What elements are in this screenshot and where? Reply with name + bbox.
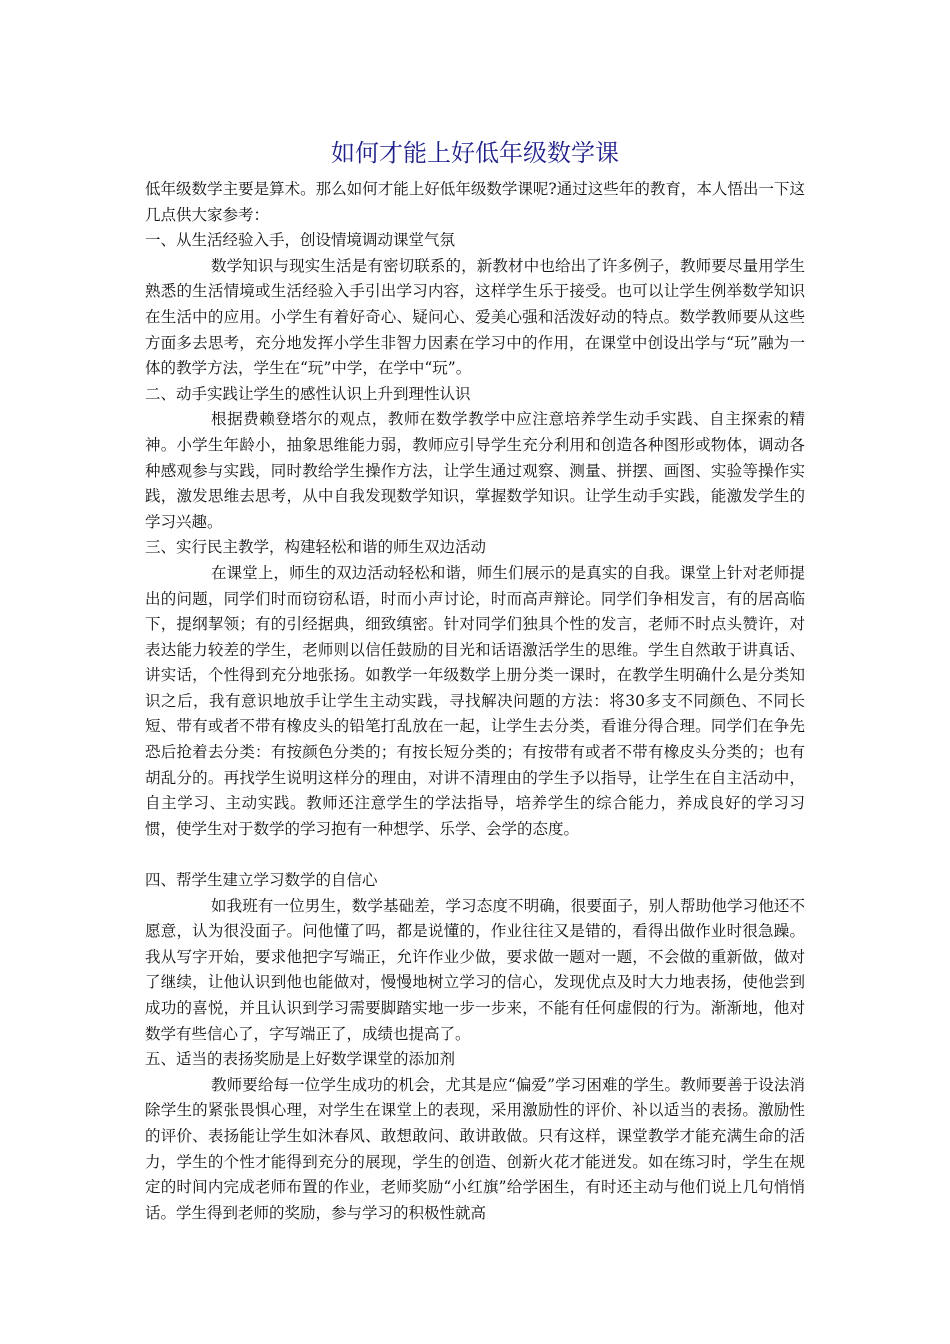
section-heading-2: 二、动手实践让学生的感性认识上升到理性认识 bbox=[145, 384, 471, 403]
section-heading-4: 四、帮学生建立学习数学的自信心 bbox=[145, 871, 378, 890]
section-heading-5: 五、适当的表扬奖励是上好数学课堂的添加剂 bbox=[145, 1050, 456, 1069]
section-heading-1: 一、从生活经验入手，创设情境调动课堂气氛 bbox=[145, 231, 456, 250]
section-heading-3: 三、实行民主教学，构建轻松和谐的师生双边活动 bbox=[145, 538, 487, 557]
section-body-5: 教师要给每一位学生成功的机会，尤其是应“偏爱”学习困难的学生。教师要善于设法消除学生的紧张畏惧心理，对学生在课堂上的表现，采用激励性的评价、补以适当的表扬。激励性的评价、表扬能让学生如沐春风、敢想敢问、敢讲敢做。只有这样，课堂教学才能充满生命的活力，学生的个性才能得到充分的展现，学生的创造、创新火花才能迸发。如在练习时，学生在规定的时间内完成老师布置的作业，老师奖励“小红旗”给学困生，有时还主动与他们说上几句悄悄话。学生得到老师的奖励，参与学习的积极性就高 bbox=[145, 1075, 805, 1222]
section-body-4: 如我班有一位男生，数学基础差，学习态度不明确，很要面子，别人帮助他学习他还不愿意，认为很没面子。问他懂了吗，都是说懂的，作业往往又是错的，看得出做作业时很急躁。我从写字开始，要求他把字写端正，允许作业少做，要求做一题对一题，不会做的重新做，做对了继续，让他认识到他也能做对，慢慢地树立学习的信心，发现优点及时大力地表扬，使他尝到成功的喜悦，并且认识到学习需要脚踏实地一步一步来，不能有任何虚假的行为。渐渐地，他对数学有些信心了，字写端正了，成绩也提高了。 bbox=[145, 896, 805, 1043]
document-body bbox=[145, 177, 805, 1226]
section-body-2: 根据费赖登塔尔的观点，教师在数学教学中应注意培养学生动手实践、自主探索的精神。小学生年龄小，抽象思维能力弱，教师应引导学生充分利用和创造各种图形或物体，调动各种感观参与实践，同时教给学生操作方法，让学生通过观察、测量、拼摆、画图、实验等操作实践，激发思维去思考，从中自我发现数学知识，掌握数学知识。让学生动手实践，能激发学生的学习兴趣。 bbox=[145, 410, 805, 531]
blank-line bbox=[145, 842, 805, 868]
section-body-3: 在课堂上，师生的双边活动轻松和谐，师生们展示的是真实的自我。课堂上针对老师提出的问题，同学们时而窃窃私语，时而小声讨论，时而高声辩论。同学们争相发言，有的居高临下，提纲挈领；有的引经据典，细致缜密。针对同学们独具个性的发言，老师不时点头赞许，对表达能力较差的学生，老师则以信任鼓励的目光和话语激活学生的思维。学生自然敢于讲真话、讲实话，个性得到充分地张扬。如教学一年级数学上册分类一课时，在教学生明确什么是分类知识之后，我有意识地放手让学生主动实践，寻找解决问题的方法：将30多支不同颜色、不同长短、带有或者不带有橡皮头的铅笔打乱放在一起，让学生去分类，看谁分得合理。同学们在争先恐后抢着去分类：有按颜色分类的；有按长短分类的；有按带有或者不带有橡皮头分类的；也有胡乱分的。再找学生说明这样分的理由，对讲不清理由的学生予以指导，让学生在自主活动中，自主学习、主动实践。教师还注意学生的学法指导，培养学生的综合能力，养成良好的学习习惯，使学生对于数学的学习抱有一种想学、乐学、会学的态度。 bbox=[145, 563, 805, 838]
intro-paragraph: 低年级数学主要是算术。那么如何才能上好低年级数学课呢?通过这些年的教育，本人悟出一下这几点供大家参考： bbox=[145, 180, 805, 224]
document-title: 如何才能上好低年级数学课 bbox=[331, 139, 619, 167]
section-body-1: 数学知识与现实生活是有密切联系的，新教材中也给出了许多例子，教师要尽量用学生熟悉的生活情境或生活经验入手引出学习内容，这样学生乐于接受。也可以让学生例举数学知识在生活中的应用。小学生有着好奇心、疑问心、爱美心强和活泼好动的特点。数学教师要从这些方面多去思考，充分地发挥小学生非智力因素在学习中的作用，在课堂中创设出学与“玩”融为一体的教学方法，学生在“玩”中学，在学中“玩”。 bbox=[145, 256, 805, 378]
